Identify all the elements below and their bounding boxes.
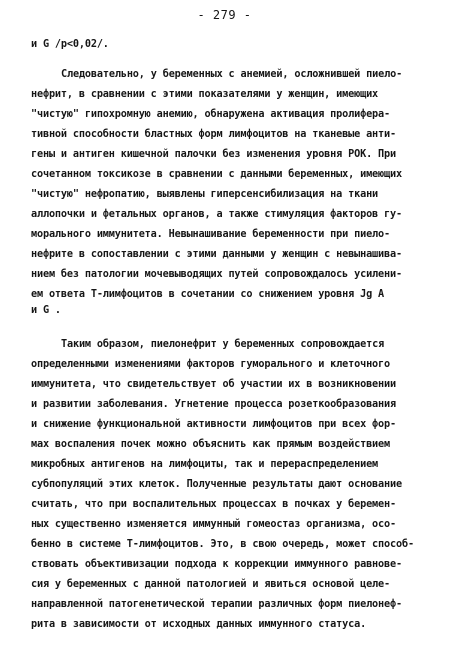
- text-line: аллопочки и фетальных органов, а также стимуляция факторов гу-: [31, 209, 402, 220]
- text-line: нием без патологии мочевыводящих путей сопровождалось усилени-: [31, 269, 402, 280]
- page-number: - 279 -: [197, 8, 252, 22]
- text-line: "чистую" нефропатию, выявлены гиперсенсибилизация на ткани: [31, 189, 379, 200]
- text-line: ных существенно изменяется иммунный гомеостаз организма, осо-: [31, 519, 396, 530]
- text-line: Следовательно, у беременных с анемией, осложнившей пиело-: [61, 69, 403, 80]
- text-line: и развитии заболевания. Угнетение процесса розеткообразования: [31, 399, 396, 410]
- text-line: определенными изменениями факторов гуморального и клеточного: [31, 359, 391, 370]
- text-line: рита в зависимости от исходных данных иммунного статуса.: [31, 619, 367, 630]
- text-line: гены и антиген кишечной палочки без изменения уровня РОК. При: [31, 149, 396, 160]
- text-line: сия у беременных с данной патологией и явиться основой целе-: [31, 579, 391, 590]
- text-line: "чистую" гипохромную анемию, обнаружена активация пролифера-: [31, 109, 391, 120]
- text-line: тивной способности бластных форм лимфоцитов на тканевые анти-: [31, 129, 396, 140]
- text-line: бенно в системе Т-лимфоцитов. Это, в свою очередь, может способ-: [31, 539, 414, 550]
- text-line: субпопуляций этих клеток. Полученные результаты дают основание: [31, 479, 402, 490]
- text-line: нефрите в сопоставлении с этими данными у женщин с невынашива-: [31, 249, 402, 260]
- text-line: и снижение функциональной активности лимфоцитов при всех фор-: [31, 419, 396, 430]
- text-line: микробных антигенов на лимфоциты, так и перераспределением: [31, 459, 379, 470]
- text-line: ем ответа Т-лимфоцитов в сочетании со снижением уровня Jg A: [31, 289, 385, 300]
- text-line: и G .: [31, 305, 61, 316]
- text-line: иммунитета, что свидетельствует об участии их в возникновении: [31, 379, 396, 390]
- text-line: направленной патогенетической терапии различных форм пиелонеф-: [31, 599, 402, 610]
- text-line: нефрит, в сравнении с этими показателями у женщин, имеющих: [31, 89, 379, 100]
- text-line: морального иммунитета. Невынашивание беременности при пиело-: [31, 229, 391, 240]
- text-line: ствовать объективизации подхода к коррекции иммунного равнове-: [31, 559, 402, 570]
- text-line: считать, что при воспалительных процессах в почках у беремен-: [31, 499, 396, 510]
- text-line: мах воспаления почек можно объяснить как прямым воздействием: [31, 439, 391, 450]
- text-line: Таким образом, пиелонефрит у беременных сопровождается: [61, 339, 385, 350]
- text-line: и G /р<0,02/.: [31, 39, 109, 50]
- text-line: сочетанном токсикозе в сравнении с данными беременных, имеющих: [31, 169, 402, 180]
